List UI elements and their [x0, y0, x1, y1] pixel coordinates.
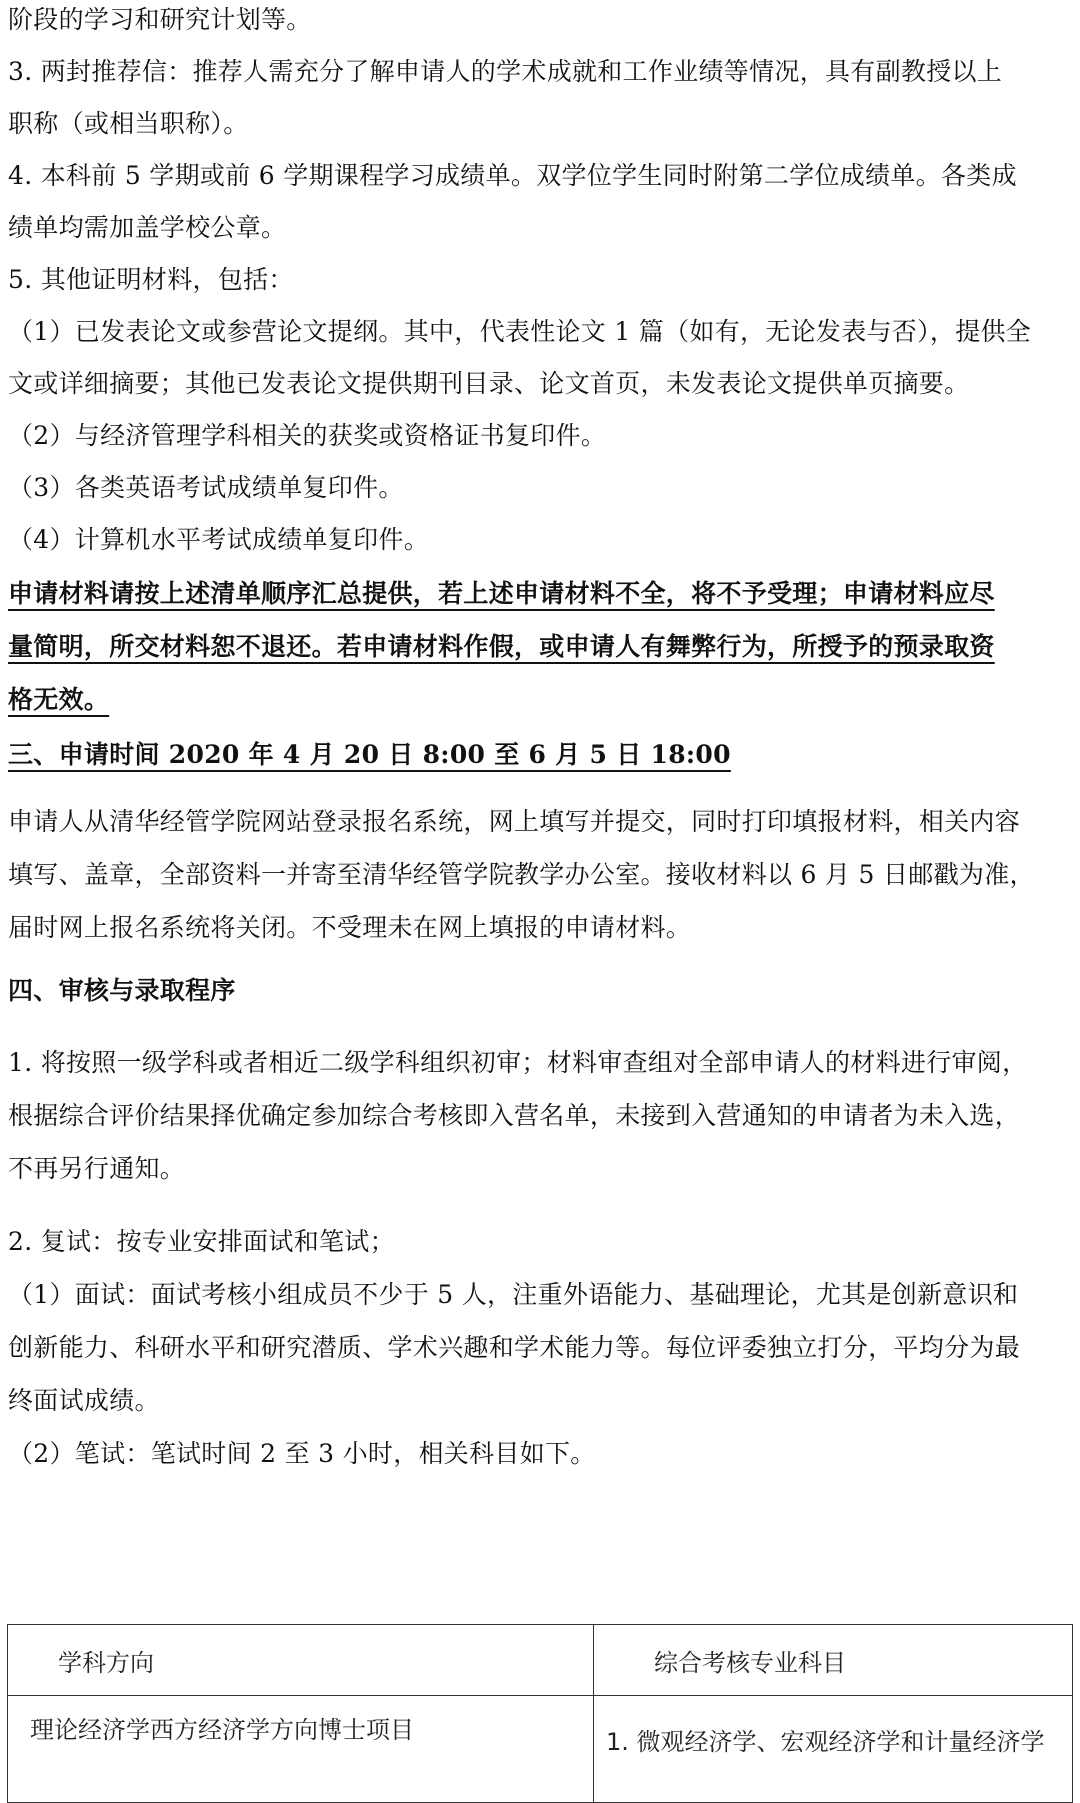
notice-line: 格无效。: [8, 685, 110, 714]
notice-line: 量简明，所交材料恕不退还。若申请材料作假，或申请人有舞弊行为，所授予的预录取资: [8, 632, 995, 661]
item-5-other-materials: 5. 其他证明材料，包括：: [8, 265, 294, 294]
table-cell: 理论经济学西方经济学方向博士项目: [8, 1696, 594, 1803]
subitem-3-english-scores: （3）各类英语考试成绩单复印件。: [8, 473, 404, 502]
table-cell: 1. 微观经济学、宏观经济学和计量经济学: [594, 1696, 1073, 1803]
text-line: 职称（或相当职称）。: [8, 109, 249, 138]
item-3-recommendation-letters: 3. 两封推荐信：推荐人需充分了解申请人的学术成就和工作业绩等情况，具有副教授以上: [8, 57, 1003, 86]
written-exam-line: （2）笔试：笔试时间 2 至 3 小时，相关科目如下。: [8, 1439, 596, 1468]
table-row: [8, 1696, 1073, 1803]
review-paragraph-line: 不再另行通知。: [8, 1154, 186, 1183]
table-header-cell: 学科方向: [8, 1625, 594, 1696]
application-paragraph-line: 填写、盖章，全部资料一并寄至清华经管学院教学办公室。接收材料以 6 月 5 日邮戳为准，: [8, 860, 1035, 889]
subjects-table: [7, 1624, 1073, 1803]
retest-heading: 2. 复试：按专业安排面试和笔试；: [8, 1227, 395, 1256]
interview-paragraph-line: （1）面试：面试考核小组成员不少于 5 人，注重外语能力、基础理论，尤其是创新意识和: [8, 1280, 1019, 1309]
application-paragraph-line: 届时网上报名系统将关闭。不受理未在网上填报的申请材料。: [8, 913, 692, 942]
review-paragraph-line: 1. 将按照一级学科或者相近二级学科组织初审；材料审查组对全部申请人的材料进行审阅，: [8, 1048, 1028, 1077]
text-line: 阶段的学习和研究计划等。: [8, 5, 312, 34]
interview-paragraph-line: 创新能力、科研水平和研究潜质、学术兴趣和学术能力等。每位评委独立打分，平均分为最: [8, 1333, 1021, 1362]
table-header-row: [8, 1625, 1073, 1696]
review-paragraph-line: 根据综合评价结果择优确定参加综合考核即入营名单，未接到入营通知的申请者为未入选，: [8, 1101, 1021, 1130]
item-4-transcripts: 4. 本科前 5 学期或前 6 学期课程学习成绩单。双学位学生同时附第二学位成绩单。各类成: [8, 161, 1017, 190]
subitem-1-papers: （1）已发表论文或参营论文提纲。其中，代表性论文 1 篇（如有，无论发表与否），提供全: [8, 317, 1032, 346]
application-paragraph-line: 申请人从清华经管学院网站登录报名系统，网上填写并提交，同时打印填报材料，相关内容: [8, 807, 1021, 836]
subitem-2-awards: （2）与经济管理学科相关的获奖或资格证书复印件。: [8, 421, 607, 450]
text-line: 文或详细摘要；其他已发表论文提供期刊目录、论文首页，未发表论文提供单页摘要。: [8, 369, 970, 398]
section-4-heading: 四、审核与录取程序: [8, 976, 236, 1005]
subitem-4-computer-scores: （4）计算机水平考试成绩单复印件。: [8, 525, 430, 554]
section-3-heading: 三、申请时间 2020 年 4 月 20 日 8:00 至 6 月 5 日 18:00: [8, 740, 731, 769]
notice-line: 申请材料请按上述清单顺序汇总提供，若上述申请材料不全，将不予受理；申请材料应尽: [8, 579, 995, 608]
table-header-cell: 综合考核专业科目: [594, 1625, 1073, 1696]
text-line: 绩单均需加盖学校公章。: [8, 213, 287, 242]
interview-paragraph-line: 终面试成绩。: [8, 1386, 160, 1415]
